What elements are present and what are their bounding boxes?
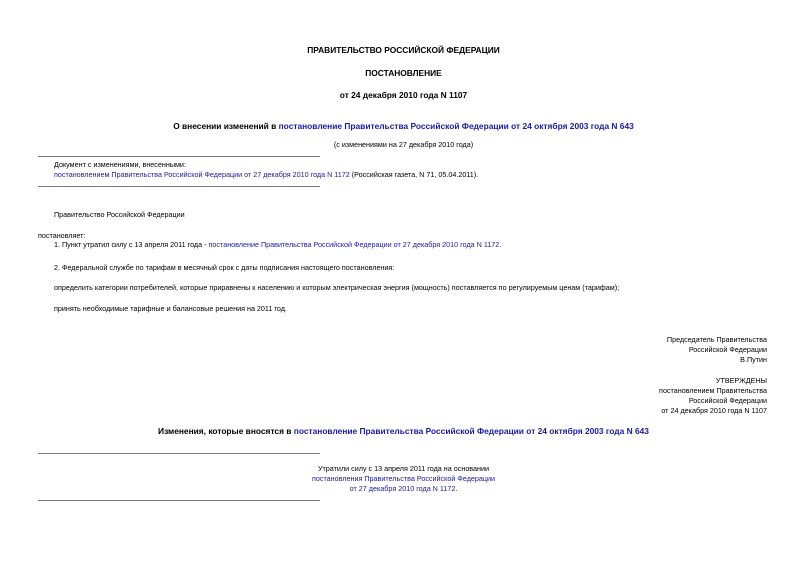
approved-line-4: от 24 декабря 2010 года N 1107 bbox=[661, 406, 767, 415]
amended-note: (с изменениями на 27 декабря 2010 года) bbox=[333, 140, 474, 149]
changes-bottom-rule bbox=[38, 186, 320, 187]
signature-line-2: Российской Федерации bbox=[688, 345, 767, 354]
item-1 bbox=[54, 240, 501, 250]
title-prefix: О внесении изменений в bbox=[173, 121, 279, 131]
changes-label: Документ с изменениями, внесенными: bbox=[54, 160, 186, 169]
body-decrees: постановляет: bbox=[38, 231, 86, 240]
item-1-prefix: 1. Пункт утратил силу с 13 апреля 2011 года - bbox=[54, 240, 209, 249]
approved-line-3: Российской Федерации bbox=[688, 396, 767, 405]
document-type-heading: ПОСТАНОВЛЕНИЕ bbox=[365, 68, 442, 78]
signature-block bbox=[667, 335, 767, 365]
changes-heading-prefix: Изменения, которые вносятся в bbox=[158, 426, 294, 436]
changes-top-rule bbox=[38, 156, 320, 157]
repeal-suffix: . bbox=[455, 484, 458, 493]
approved-line-1: УТВЕРЖДЕНЫ bbox=[715, 376, 767, 385]
title-link[interactable]: постановление Правительства Российской Федерации от 24 октября 2003 года N 643 bbox=[278, 121, 634, 131]
approved-line-2: постановлением Правительства bbox=[659, 386, 767, 395]
repeal-bottom-rule bbox=[38, 500, 320, 501]
item-2-a: определить категории потребителей, которые приравнены к населению и которым электрическая энергия (мощность) поставляется по регулируемым ценам (тарифам); bbox=[54, 283, 620, 292]
document-date-number: от 24 декабря 2010 года N 1107 bbox=[339, 90, 468, 100]
item-2-b: принять необходимые тарифные и балансовые решения на 2011 год. bbox=[54, 304, 287, 313]
changes-link[interactable]: постановлением Правительства Российской Федерации от 27 декабря 2010 года N 1172 bbox=[54, 170, 350, 179]
government-heading: ПРАВИТЕЛЬСТВО РОССИЙСКОЙ ФЕДЕРАЦИИ bbox=[307, 45, 500, 55]
changes-heading-link[interactable]: постановление Правительства Российской Федерации от 24 октября 2003 года N 643 bbox=[293, 426, 649, 436]
signature-line-3: В.Путин bbox=[740, 355, 767, 364]
changes-suffix: (Российская газета, N 71, 05.04.2011). bbox=[349, 170, 479, 179]
approved-block bbox=[659, 376, 767, 416]
changes-reference bbox=[54, 170, 478, 180]
signature-line-1: Председатель Правительства bbox=[666, 335, 767, 344]
body-intro: Правительство Российской Федерации bbox=[54, 210, 185, 219]
repeal-top-rule bbox=[38, 453, 320, 454]
item-1-link[interactable]: постановление Правительства Российской Федерации от 27 декабря 2010 года N 1172 bbox=[208, 240, 500, 249]
repeal-link-1[interactable]: постановления Правительства Российской Федерации bbox=[311, 474, 496, 483]
repeal-line-3 bbox=[0, 484, 807, 494]
changes-heading bbox=[0, 426, 807, 436]
item-2: 2. Федеральной службе по тарифам в месячный срок с даты подписания настоящего постановления: bbox=[54, 263, 395, 272]
document-title bbox=[0, 121, 807, 131]
repeal-line-1: Утратили силу с 13 апреля 2011 года на основании bbox=[317, 464, 490, 473]
repeal-link-2[interactable]: от 27 декабря 2010 года N 1172 bbox=[349, 484, 456, 493]
repeal-line-2 bbox=[0, 474, 807, 484]
item-1-suffix: . bbox=[499, 240, 502, 249]
